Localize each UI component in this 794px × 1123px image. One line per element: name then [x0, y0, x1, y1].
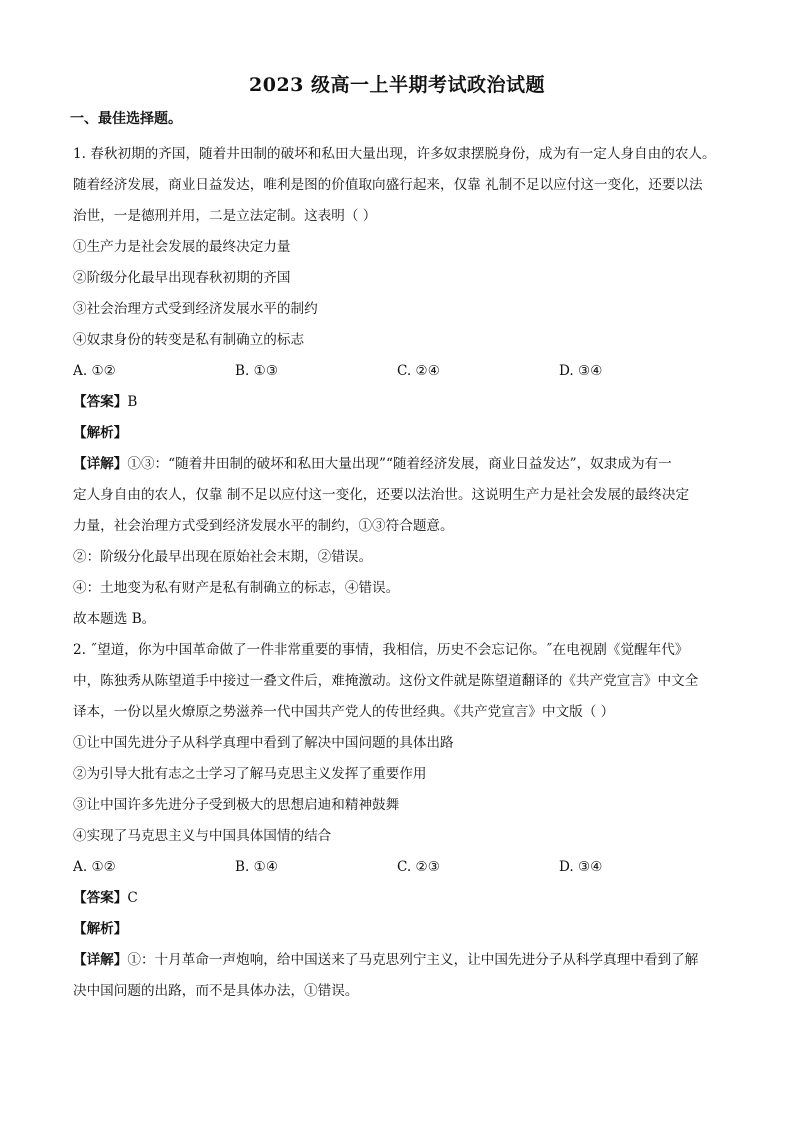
statement-item: ④实现了马克思主义与中国具体国情的结合 [73, 828, 332, 844]
question-stem-line: 随着经济发展，商业日益发达，唯利是图的价值取向盛行起来，仅靠 礼制不足以应付这一变化，还要以法 [73, 177, 703, 193]
answer-value: C [127, 890, 138, 906]
answer-label: 【答案】 [73, 890, 128, 906]
answer-options [73, 852, 745, 883]
statement-item: ③社会治理方式受到经济发展水平的制约 [73, 301, 318, 317]
option-c: C. ②④ [397, 363, 440, 379]
detail-line: 故本题选 B。 [73, 611, 156, 627]
answer-value: B [127, 394, 138, 410]
answer-line [73, 883, 745, 914]
statement-item: ②为引导大批有志之士学习了解马克思主义发挥了重要作用 [73, 766, 427, 782]
statement-item: ①让中国先进分子从科学真理中看到了解决中国问题的具体出路 [73, 735, 454, 751]
analysis-label: 【解析】 [73, 921, 128, 937]
option-c: C. ②③ [397, 859, 440, 875]
question-stem-line: 译本，一份以星火燎原之势滋养一代中国共产党人的传世经典。《共产党宣言》中文版（ ） [73, 704, 615, 720]
option-b: B. ①④ [235, 859, 279, 875]
option-b: B. ①③ [235, 363, 279, 379]
option-a: A. ①② [73, 859, 116, 875]
question-stem-line: 治世，一是德刑并用，二是立法定制。这表明（ ） [73, 208, 377, 224]
statement-item: ②阶级分化最早出现春秋初期的齐国 [73, 270, 291, 286]
option-d: D. ③④ [559, 859, 603, 875]
question-stem-line: 1. 春秋初期的齐国，随着井田制的破坏和私田大量出现，许多奴隶摆脱身份，成为有一定人身自由的农人。 [73, 146, 716, 162]
detail-line: 决中国问题的出路，而不是具体办法，①错误。 [73, 983, 359, 999]
detail-label: 【详解】 [73, 952, 128, 968]
statement-item: ④奴隶身份的转变是私有制确立的标志 [73, 332, 305, 348]
analysis-line [73, 418, 745, 449]
question-stem-line: 2. ˝望道，你为中国革命做了一件非常重要的事情，我相信，历史不会忘记你。˝在电视剧《觉醒年代》 [73, 642, 689, 658]
option-a: A. ①② [73, 363, 116, 379]
question-1 [73, 139, 745, 635]
analysis-line [73, 914, 745, 945]
detail-line: 力量，社会治理方式受到经济发展水平的制约，①③符合题意。 [73, 518, 454, 534]
detail-line: ②：阶级分化最早出现在原始社会末期，②错误。 [73, 549, 373, 565]
answer-line [73, 387, 745, 418]
page-title: 2023 级高一上半期考试政治试题 [249, 74, 545, 96]
detail-text: ①：十月革命一声炮响，给中国送来了马克思列宁主义，让中国先进分子从科学真理中看到了解 [127, 952, 699, 968]
detail-line: ④：土地变为私有财产是私有制确立的标志，④错误。 [73, 580, 400, 596]
detail-text: ①③：“随着井田制的破坏和私田大量出现”“随着经济发展，商业日益发达”，奴隶成为有一 [127, 456, 672, 472]
question-stem-line: 中，陈独秀从陈望道手中接过一叠文件后，难掩激动。这份文件就是陈望道翻译的《共产党宣言》中文全 [73, 673, 699, 689]
answer-options [73, 356, 745, 387]
detail-line [73, 945, 745, 976]
answer-label: 【答案】 [73, 394, 128, 410]
document-body [73, 139, 745, 1007]
detail-line [73, 449, 745, 480]
detail-line: 定人身自由的农人，仅靠 制不足以应付这一变化，还要以法治世。这说明生产力是社会发展的最终决定 [73, 487, 690, 503]
statement-item: ③让中国许多先进分子受到极大的思想启迪和精神鼓舞 [73, 797, 400, 813]
option-d: D. ③④ [559, 363, 603, 379]
question-2 [73, 635, 745, 1007]
detail-label: 【详解】 [73, 456, 128, 472]
section-heading: 一、最佳选择题。 [70, 111, 182, 127]
statement-item: ①生产力是社会发展的最终决定力量 [73, 239, 291, 255]
analysis-label: 【解析】 [73, 425, 128, 441]
